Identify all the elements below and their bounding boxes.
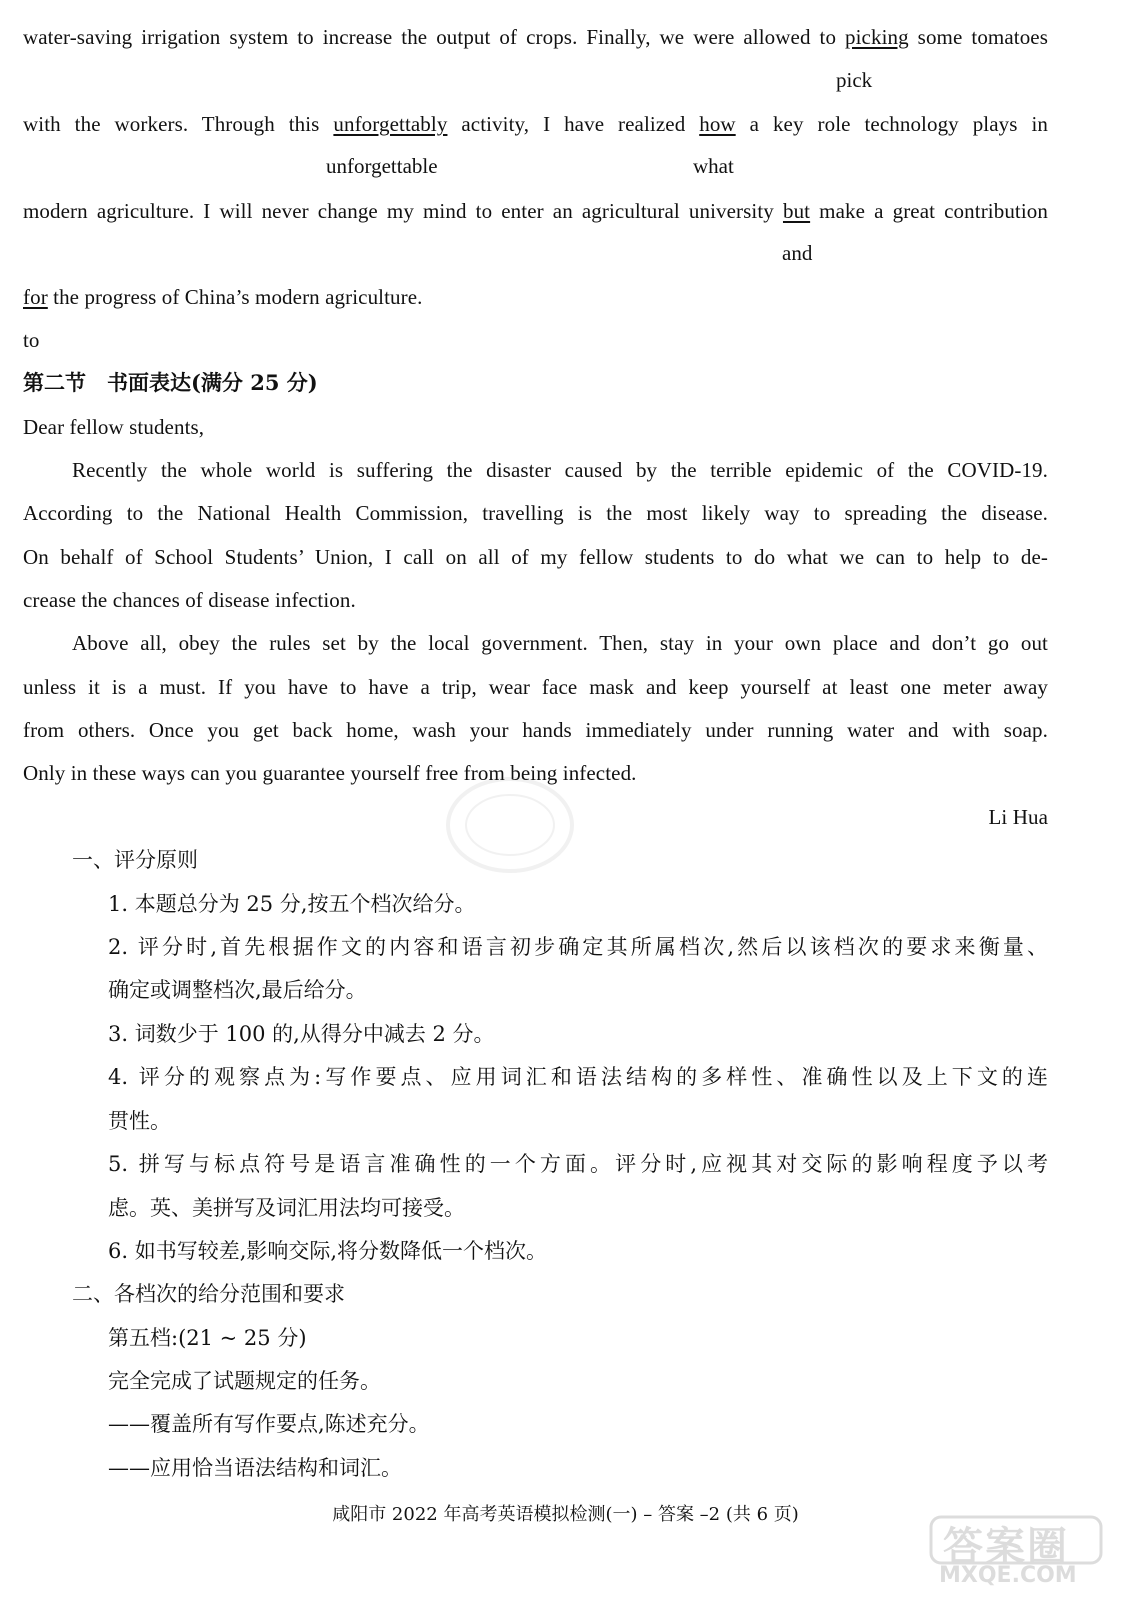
text-segment: some tomatoes xyxy=(908,25,1048,49)
watermark-logo xyxy=(923,1515,1113,1593)
text-segment: make a great contribution xyxy=(810,199,1048,223)
scoring-rule: 2. 评分时,首先根据作文的内容和语言初步确定其所属档次,然后以该档次的要求来衡量、 xyxy=(108,935,1048,959)
text-segment: a key role technology plays in xyxy=(735,112,1048,136)
text-segment: activity, I have realized xyxy=(447,112,700,136)
watermark-logo-text: 答案圈 xyxy=(943,1524,1069,1570)
correction-line-4 xyxy=(23,284,423,310)
scoring-rule: 虑。英、美拼写及词汇用法均可接受。 xyxy=(108,1196,465,1220)
essay-line: unless it is a must. If you have to have a trip, wear face mask and keep yourself at least one meter away xyxy=(23,675,1048,699)
scoring-principles-title: 一、评分原则 xyxy=(72,848,198,872)
correction-word: unforgettable xyxy=(326,154,438,178)
correction-line-2 xyxy=(23,111,1048,137)
correction-line-1 xyxy=(23,24,1048,50)
page-footer: 咸阳市 2022 年高考英语模拟检测(一) – 答案 –2 (共 6 页) xyxy=(332,1504,799,1525)
essay-signature: Li Hua xyxy=(988,805,1048,829)
scoring-rule: 4. 评分的观察点为:写作要点、应用词汇和语法结构的多样性、准确性以及上下文的连 xyxy=(108,1065,1048,1089)
essay-line: crease the chances of disease infection. xyxy=(23,588,356,612)
error-word: for xyxy=(23,285,48,309)
correction-word: and xyxy=(782,241,813,265)
text-segment: the progress of China’s modern agriculture. xyxy=(47,285,423,309)
text-segment: water-saving irrigation system to increase the output of crops. Finally, we were allowed to xyxy=(23,25,846,49)
faint-stamp-icon xyxy=(440,770,580,880)
level-description: 完全完成了试题规定的任务。 xyxy=(108,1369,381,1393)
text-segment: modern agriculture. I will never change my mind to enter an agricultural university xyxy=(23,199,783,223)
level-item: ——覆盖所有写作要点,陈述充分。 xyxy=(108,1412,430,1436)
essay-line: Recently the whole world is suffering the disaster caused by the terrible epidemic of the COVID-19. xyxy=(72,458,1048,482)
error-word: how xyxy=(699,112,736,136)
scoring-rule: 6. 如书写较差,影响交际,将分数降低一个档次。 xyxy=(108,1239,548,1263)
watermark-url: MXQE.COM xyxy=(939,1563,1077,1588)
correction-word: to xyxy=(23,328,40,352)
error-word: picking xyxy=(845,25,909,49)
essay-line: Only in these ways can you guarantee yourself free from being infected. xyxy=(23,761,637,785)
error-word: unforgettably xyxy=(333,112,448,136)
error-word: but xyxy=(782,199,811,223)
text-segment: with the workers. Through this xyxy=(23,112,334,136)
section-heading: 第二节 书面表达(满分 25 分) xyxy=(23,370,318,395)
correction-word: pick xyxy=(836,68,873,92)
scoring-rule: 贯性。 xyxy=(108,1109,171,1133)
essay-line: Above all, obey the rules set by the local government. Then, stay in your own place and don’t go out xyxy=(72,631,1048,655)
correction-word: what xyxy=(693,154,734,178)
scoring-rule: 5. 拼写与标点符号是语言准确性的一个方面。评分时,应视其对交际的影响程度予以考 xyxy=(108,1152,1048,1176)
scoring-rule: 1. 本题总分为 25 分,按五个档次给分。 xyxy=(108,892,476,916)
essay-greeting: Dear fellow students, xyxy=(23,415,205,439)
correction-line-3 xyxy=(23,198,1048,224)
levels-title: 二、各档次的给分范围和要求 xyxy=(72,1282,345,1306)
essay-line: from others. Once you get back home, wash your hands immediately under running water and with soap. xyxy=(23,718,1048,742)
essay-line: On behalf of School Students’ Union, I call on all of my fellow students to do what we can to help to de- xyxy=(23,545,1048,569)
scoring-rule: 确定或调整档次,最后给分。 xyxy=(108,978,367,1002)
essay-line: According to the National Health Commission, travelling is the most likely way to spreading the disease. xyxy=(23,501,1048,525)
level-heading: 第五档:(21 ~ 25 分) xyxy=(108,1326,307,1350)
level-item: ——应用恰当语法结构和词汇。 xyxy=(108,1456,402,1480)
scoring-rule: 3. 词数少于 100 的,从得分中减去 2 分。 xyxy=(108,1022,495,1046)
